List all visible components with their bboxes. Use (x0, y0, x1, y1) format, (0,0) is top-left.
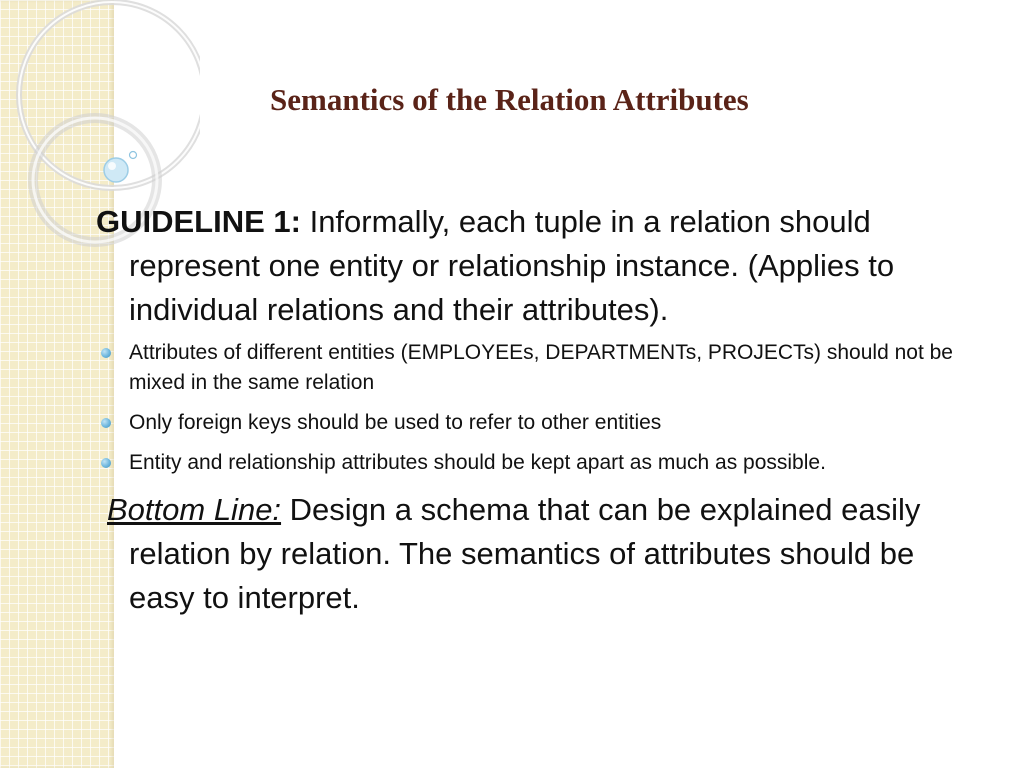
bottom-line-text: Design a schema that can be explained easily relation by relation. The semantics of attributes should be easy to interpret. (129, 492, 921, 615)
bullet-icon (101, 348, 111, 358)
list-item (96, 448, 976, 478)
bullet-text: Attributes of different entities (EMPLOYEEs, DEPARTMENTs, PROJECTs) should not be mixed in the same relation (129, 341, 953, 394)
list-item (96, 338, 976, 398)
list-item (96, 408, 976, 438)
bullet-list (96, 338, 976, 478)
bullet-icon (101, 418, 111, 428)
bullet-icon (101, 458, 111, 468)
guideline-text: Informally, each tuple in a relation should represent one entity or relationship instance. (Applies to individual relations and their attributes). (129, 204, 895, 327)
guideline-label: GUIDELINE 1: (96, 204, 301, 239)
slide-content (96, 200, 976, 626)
bubble-shape (104, 158, 128, 182)
tiny-bubble-shape (130, 152, 137, 159)
guideline-paragraph (96, 200, 976, 332)
bottom-line-label: Bottom Line: (107, 492, 282, 527)
bullet-text: Entity and relationship attributes should be kept apart as much as possible. (129, 451, 826, 474)
slide-title: Semantics of the Relation Attributes (270, 82, 749, 117)
bottom-line-paragraph (96, 488, 976, 620)
bullet-text: Only foreign keys should be used to refer to other entities (129, 411, 662, 434)
